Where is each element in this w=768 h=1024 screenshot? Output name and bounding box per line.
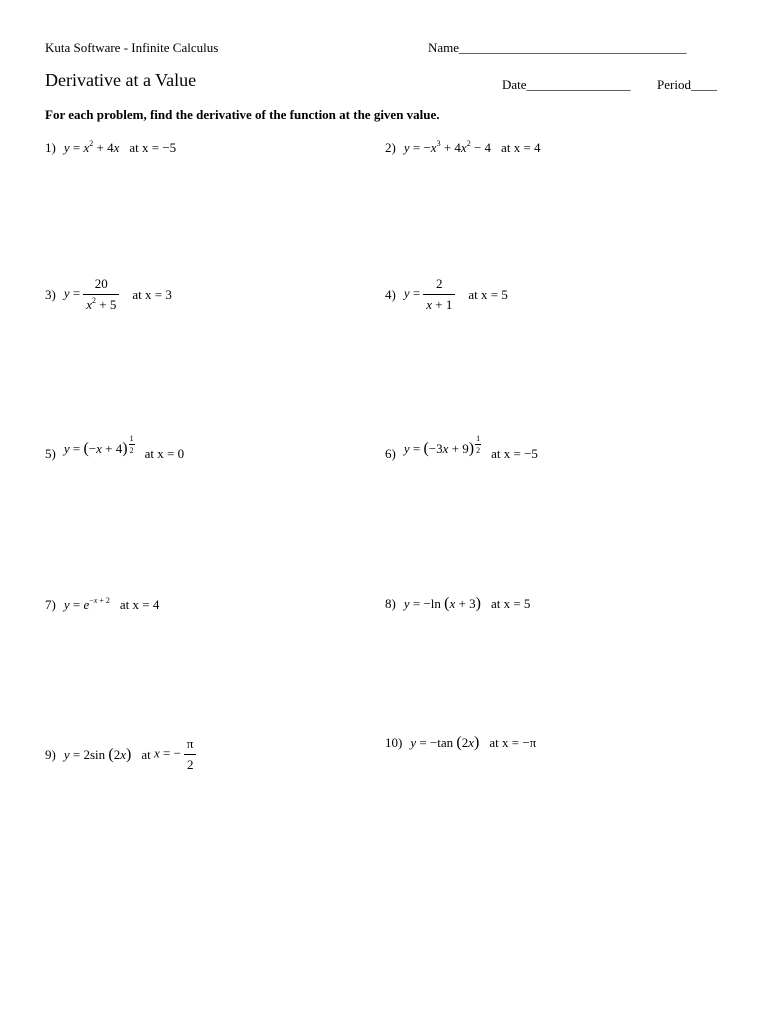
problem-number: 9) (45, 746, 56, 762)
page-title: Derivative at a Value (45, 70, 197, 90)
name-field[interactable] (428, 40, 687, 56)
at-label: at (468, 286, 478, 302)
problem-6 (385, 434, 538, 467)
at-label: at (129, 140, 139, 155)
problem-number: 4) (385, 286, 396, 302)
at-label: at (490, 596, 501, 611)
problem-function: y = −ln (x + 3) (403, 595, 481, 612)
problem-number: 1) (45, 140, 56, 155)
problem-value: x = 5 (480, 286, 508, 302)
problem-5 (45, 434, 185, 467)
problem-function: y = −tan (2x) (410, 734, 480, 751)
problem-7 (45, 597, 159, 613)
problem-number: 5) (45, 445, 56, 461)
period-label: Period (657, 77, 691, 92)
problem-3 (45, 276, 172, 313)
at-label: at (489, 735, 499, 750)
date-blank: ________________ (526, 77, 631, 92)
problem-number: 3) (45, 286, 56, 302)
period-blank: ____ (690, 77, 717, 92)
problem-value: x = 0 (157, 445, 185, 461)
date-label: Date (502, 77, 527, 92)
at-label: at (141, 746, 151, 762)
at-label: at (144, 445, 154, 461)
problem-function: $y = -x^3 + 4x^2 - 4$ (403, 139, 492, 155)
name-blank: ___________________________________ (459, 40, 687, 55)
at-label: at (491, 445, 501, 461)
problem-function: y = (−3x + 9) $\frac{1}{2}$ (403, 434, 481, 457)
problem-number: 10) (385, 735, 403, 750)
instructions: For each problem, find the derivative of the function at the given value. (45, 107, 440, 122)
problem-function: y = $\frac{2}{x + 1}$ (404, 276, 459, 313)
date-field[interactable] (502, 77, 631, 93)
problem-function: $y = e^{-x + 2}$ (63, 596, 110, 612)
problem-value: x = −π (502, 735, 537, 750)
problem-number: 2) (385, 140, 396, 155)
problem-1 (45, 140, 176, 156)
problem-value: x = −5 (142, 140, 177, 155)
problem-function: $y = x^2 + 4x$ (63, 139, 120, 155)
problem-function: y = 2sin (2x) (63, 745, 132, 763)
period-field[interactable] (657, 77, 717, 93)
problem-value: x = 3 (144, 286, 172, 302)
problem-value: x = 4 (513, 140, 541, 155)
problem-function: y = $\frac{20}{x^2 + 5}$ (64, 276, 123, 313)
problem-number: 8) (385, 596, 396, 611)
at-label: at (119, 597, 130, 612)
problem-value: x = 4 (132, 597, 160, 612)
problem-number: 6) (385, 445, 396, 461)
problem-value: x = − $\frac{\pi}{2}$ (154, 736, 200, 773)
problem-number: 7) (45, 597, 56, 612)
problem-function: y = (−x + 4) $\frac{1}{2}$ (63, 434, 134, 457)
publisher-label: Kuta Software - Infinite Calculus (45, 40, 219, 55)
problem-2 (385, 140, 541, 156)
at-label: at (501, 140, 511, 155)
problem-9 (45, 736, 200, 773)
problem-10 (385, 734, 536, 752)
problem-8 (385, 595, 530, 613)
name-label: Name (428, 40, 460, 55)
problem-value: x = 5 (503, 596, 531, 611)
problem-4 (385, 276, 508, 313)
problem-value: x = −5 (503, 445, 538, 461)
at-label: at (132, 286, 142, 302)
